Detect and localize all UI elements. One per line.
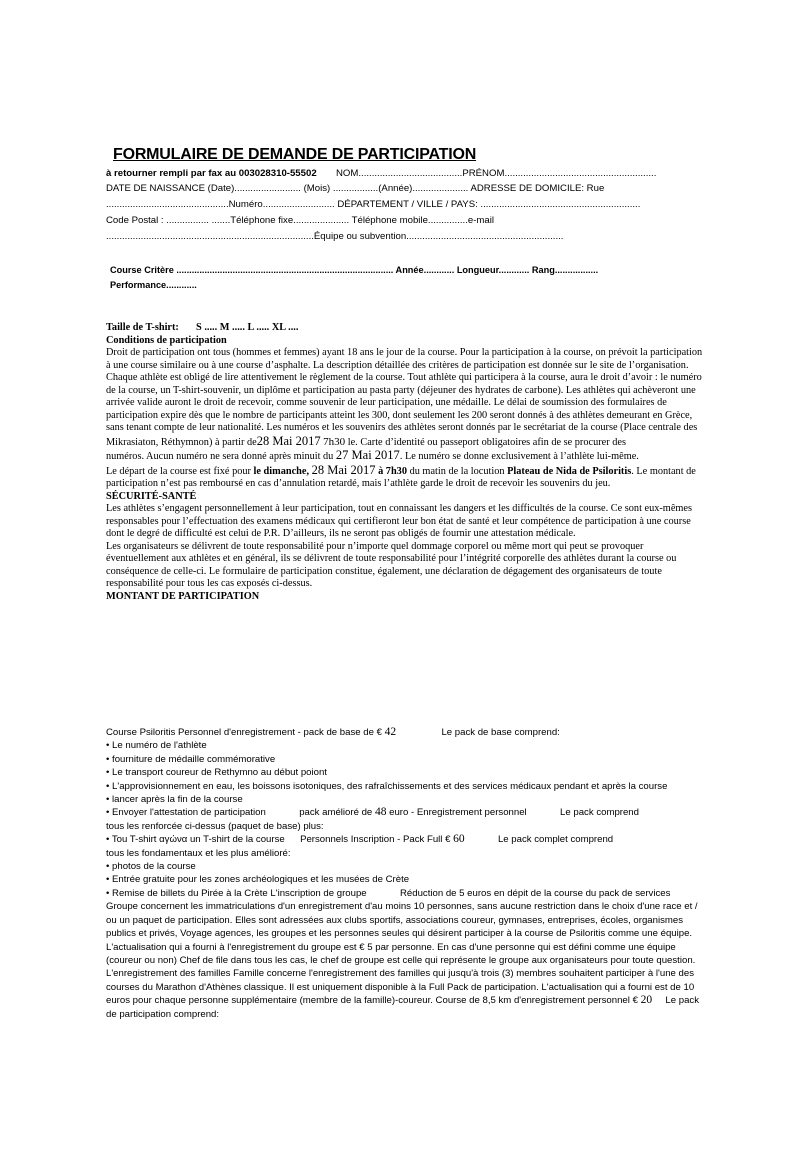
- fax-instruction: à retourner rempli par fax au 003028310-55502: [106, 168, 317, 179]
- start-location: Plateau de Nida de Psiloritis: [507, 465, 632, 477]
- list-item: • Le transport coureur de Rethymno au début poiont: [106, 767, 327, 779]
- security-paragraph-2: Les organisateurs se délivrent de toute responsabilité pour n’importe quel dommage corporel ou même mort qui peut se provoquer éventuellement aux athlètes et en général, ils se délivrent de toute responsabilité pour l’intégrité corporelle des athlètes durant la course ou conséquence de celle-ci. Le formulaire de participation constitue, également, une déclaration de dégagement des organisateurs de toute responsabilité pour tous les cas exposés ci-dessus.: [106, 540, 677, 589]
- deadline-date: 27 Mai 2017: [335, 448, 400, 462]
- pricing-section: [106, 726, 704, 1021]
- tshirt-label: Taille de T-shirt:: [106, 322, 179, 333]
- list-item: • L'approvisionnement en eau, les boissons isotoniques, des rafraîchissements et des services médicaux pendant et après la course: [106, 780, 668, 792]
- tshirt-line: [106, 322, 706, 335]
- pricing-text: euro - Enregistrement personnel: [389, 807, 527, 819]
- full-pack-price: 60: [453, 833, 465, 846]
- pricing-text: pack amélioré de: [299, 807, 373, 819]
- conditions-text: . Le numéro se donne exclusivement à l’athlète lui-même.: [399, 451, 639, 462]
- start-time: à 7h30: [378, 465, 407, 477]
- security-heading: SÉCURITÉ-SANTÉ: [106, 490, 197, 502]
- distribution-date: 28 Mai 2017: [256, 433, 321, 448]
- conditions-text: . Le montant de participation n’est pas remboursé en cas d’annulation retardé, mais l’athlète garde le droit de recevoir les souvenirs du jeu.: [106, 465, 696, 489]
- pricing-text: Le pack comprend: [560, 807, 639, 819]
- pricing-text: • Remise de billets du Pirée à la Crète L'inscription de groupe: [106, 887, 367, 899]
- improved-pack-price: 48: [374, 806, 387, 819]
- conditions-heading: Conditions de participation: [106, 334, 227, 346]
- page-title: FORMULAIRE DE DEMANDE DE PARTICIPATION: [113, 146, 477, 163]
- name-field: NOM.......................................PRÉNOM.........................................................: [336, 168, 657, 179]
- conditions-paragraph-1: Droit de participation ont tous (hommes et femmes) ayant 18 ans le jour de la course. Pour la participation à la course, on prévoit la participation à une course similaire ou à une course d’asphalte. La description détaillée des critères de participation est donnée sur le site de l’organisation.: [106, 347, 703, 371]
- conditions-text: Le départ de la course est fixé pour: [106, 465, 251, 477]
- pricing-text: Personnels Inscription - Pack Full €: [300, 834, 451, 846]
- base-pack-line: [106, 726, 704, 739]
- form-line-team: ..............................................................................Équipe ou subvention...........................................................: [106, 231, 564, 242]
- criteria-line: Course Critère ..................................................................................... Année............ Longueur............ Rang.................: [110, 265, 599, 275]
- conditions-text: le. Carte d’identité ou passeport obligatoires afin de se procurer des: [347, 436, 626, 448]
- start-date: 28 Mai 2017: [311, 462, 376, 477]
- start-day: le dimanche,: [253, 465, 310, 477]
- pricing-text: Le pack de participation comprend:: [106, 995, 700, 1020]
- pricing-text: Course Psiloritis Personnel d'enregistrement - pack de base de €: [106, 727, 382, 738]
- list-item: • photos de la course: [106, 861, 196, 873]
- list-item: • Entrée gratuite pour les zones archéologiques et les musées de Crète: [106, 874, 410, 886]
- conditions-text: numéros. Aucun numéro ne sera donné après minuit du: [106, 451, 334, 462]
- distribution-time: 7h30: [323, 435, 346, 448]
- form-line-fax: [106, 168, 656, 179]
- list-item: [106, 887, 704, 1021]
- race-price: 20: [640, 994, 653, 1007]
- security-paragraph-1: Les athlètes s’engagent personnellement à leur participation, tout en connaissant les dangers et les difficultés de la course. Ce sont eux-mêmes responsables pour l’effectuation des examens médicaux qui certifieront leur bon état de santé et leur compétence de participation à une course dont le degré de difficulté est celui de P.R. D’ailleurs, ils ne seront pas obligés de fournir une attestation médicale.: [106, 503, 692, 539]
- base-pack-price: 42: [384, 726, 397, 738]
- conditions-paragraph-4: [106, 464, 706, 491]
- conditions-text: du matin de la locution: [409, 465, 505, 477]
- conditions-paragraph-3: [106, 449, 706, 464]
- conditions-text: Chaque athlète est obligé de lire attentivement le règlement de la course. Tout athlète qui participera à la course, aura le droit d’avoir : le numéro de la course, un T-shirt-souvenir, un diplôme et participation au pasta party (déjeuner des hydrates de carbone). Les athlètes qui achèveront une arrivée valide auront le droit de recevoir, comme souvenir de leur participation, une médaille. Le délai de soumission des formulaires de participation expire dès que le nombre de participants atteint les 300, dont seulement les 200 seront donnés à des athlètes demeurant en Grèce, sans tenant compte de leur nationalité. Les numéros et les souvenirs des athlètes seront donnés par le secrétariat de la course (Place centrale des Mikrasiaton, Réthymnon) à partir de: [106, 372, 702, 448]
- pricing-text: Le pack complet comprend: [497, 834, 614, 846]
- list-item: • Le numéro de l'athlète: [106, 740, 207, 752]
- conditions-paragraph-2: [106, 372, 706, 449]
- form-line-birthdate: DATE DE NAISSANCE (Date)......................... (Mois) .................(Année)..................... ADRESSE DE DOMICILE: Rue: [106, 183, 605, 194]
- amount-heading: MONTANT DE PARTICIPATION: [106, 590, 260, 602]
- list-item: [106, 806, 704, 819]
- pricing-text: Réduction de 5 euros en dépit de la course du pack de services Groupe concernent les immatriculations d'un enregistrement d'au moins 10 personnes, sans aucune restriction dans le choix d'une race et / ou un paquet de participation. Elles sont adressées aux clubs sportifs, associations coureur, gymnases, entreprises, écoles, organismes publics et privés, Voyage agences, les groupes et les personnes seules qui désirent participer à la course de Psiloritis comme une équipe. L'actualisation qui a fourni à l'enregistrement du groupe est € 5 par personne. En cas d'une personne qui est défini comme une équipe (coureur ou non) Chef de file dans tous les cas, le chef de groupe est celle qui représente le groupe aux organisateurs pour toute question. L'enregistrement des familles Famille concerne l'enregistrement des familles qui jusqu'à trois (3) membres souhaitent participer à l'une des courses du Marathon d'Athènes classique. Il est uniquement disponible à la Full Pack de participation. L'actualisation qui a fourni est de 10 euros pour chaque personne supplémentaire (membre de la famille)-coureur. Course de 8,5 km d'enregistrement personnel €: [106, 887, 698, 1007]
- pricing-text: • Tou T-shirt αγώνα un T-shirt de la course: [106, 834, 285, 846]
- list-item: • fourniture de médaille commémorative: [106, 753, 276, 765]
- pricing-text: Le pack de base comprend:: [441, 727, 560, 738]
- list-item: tous les renforcée ci-dessus (paquet de base) plus:: [106, 820, 324, 832]
- tshirt-sizes: S ..... M ..... L ..... XL ....: [196, 322, 299, 333]
- performance-line: Performance............: [110, 280, 197, 290]
- conditions-section: [106, 322, 706, 603]
- list-item: [106, 833, 704, 846]
- form-line-phone: Code Postal : ................ .......Téléphone fixe..................... Téléphone mobile...............e-mail: [106, 215, 495, 226]
- list-item: tous les fondamentaux et les plus amélioré:: [106, 847, 291, 859]
- list-item: • lancer après la fin de la course: [106, 794, 243, 806]
- form-line-address: ..............................................Numéro........................... DÉPARTEMENT / VILLE / PAYS: ............................................................: [106, 199, 641, 210]
- pricing-text: • Envoyer l'attestation de participation: [106, 807, 266, 819]
